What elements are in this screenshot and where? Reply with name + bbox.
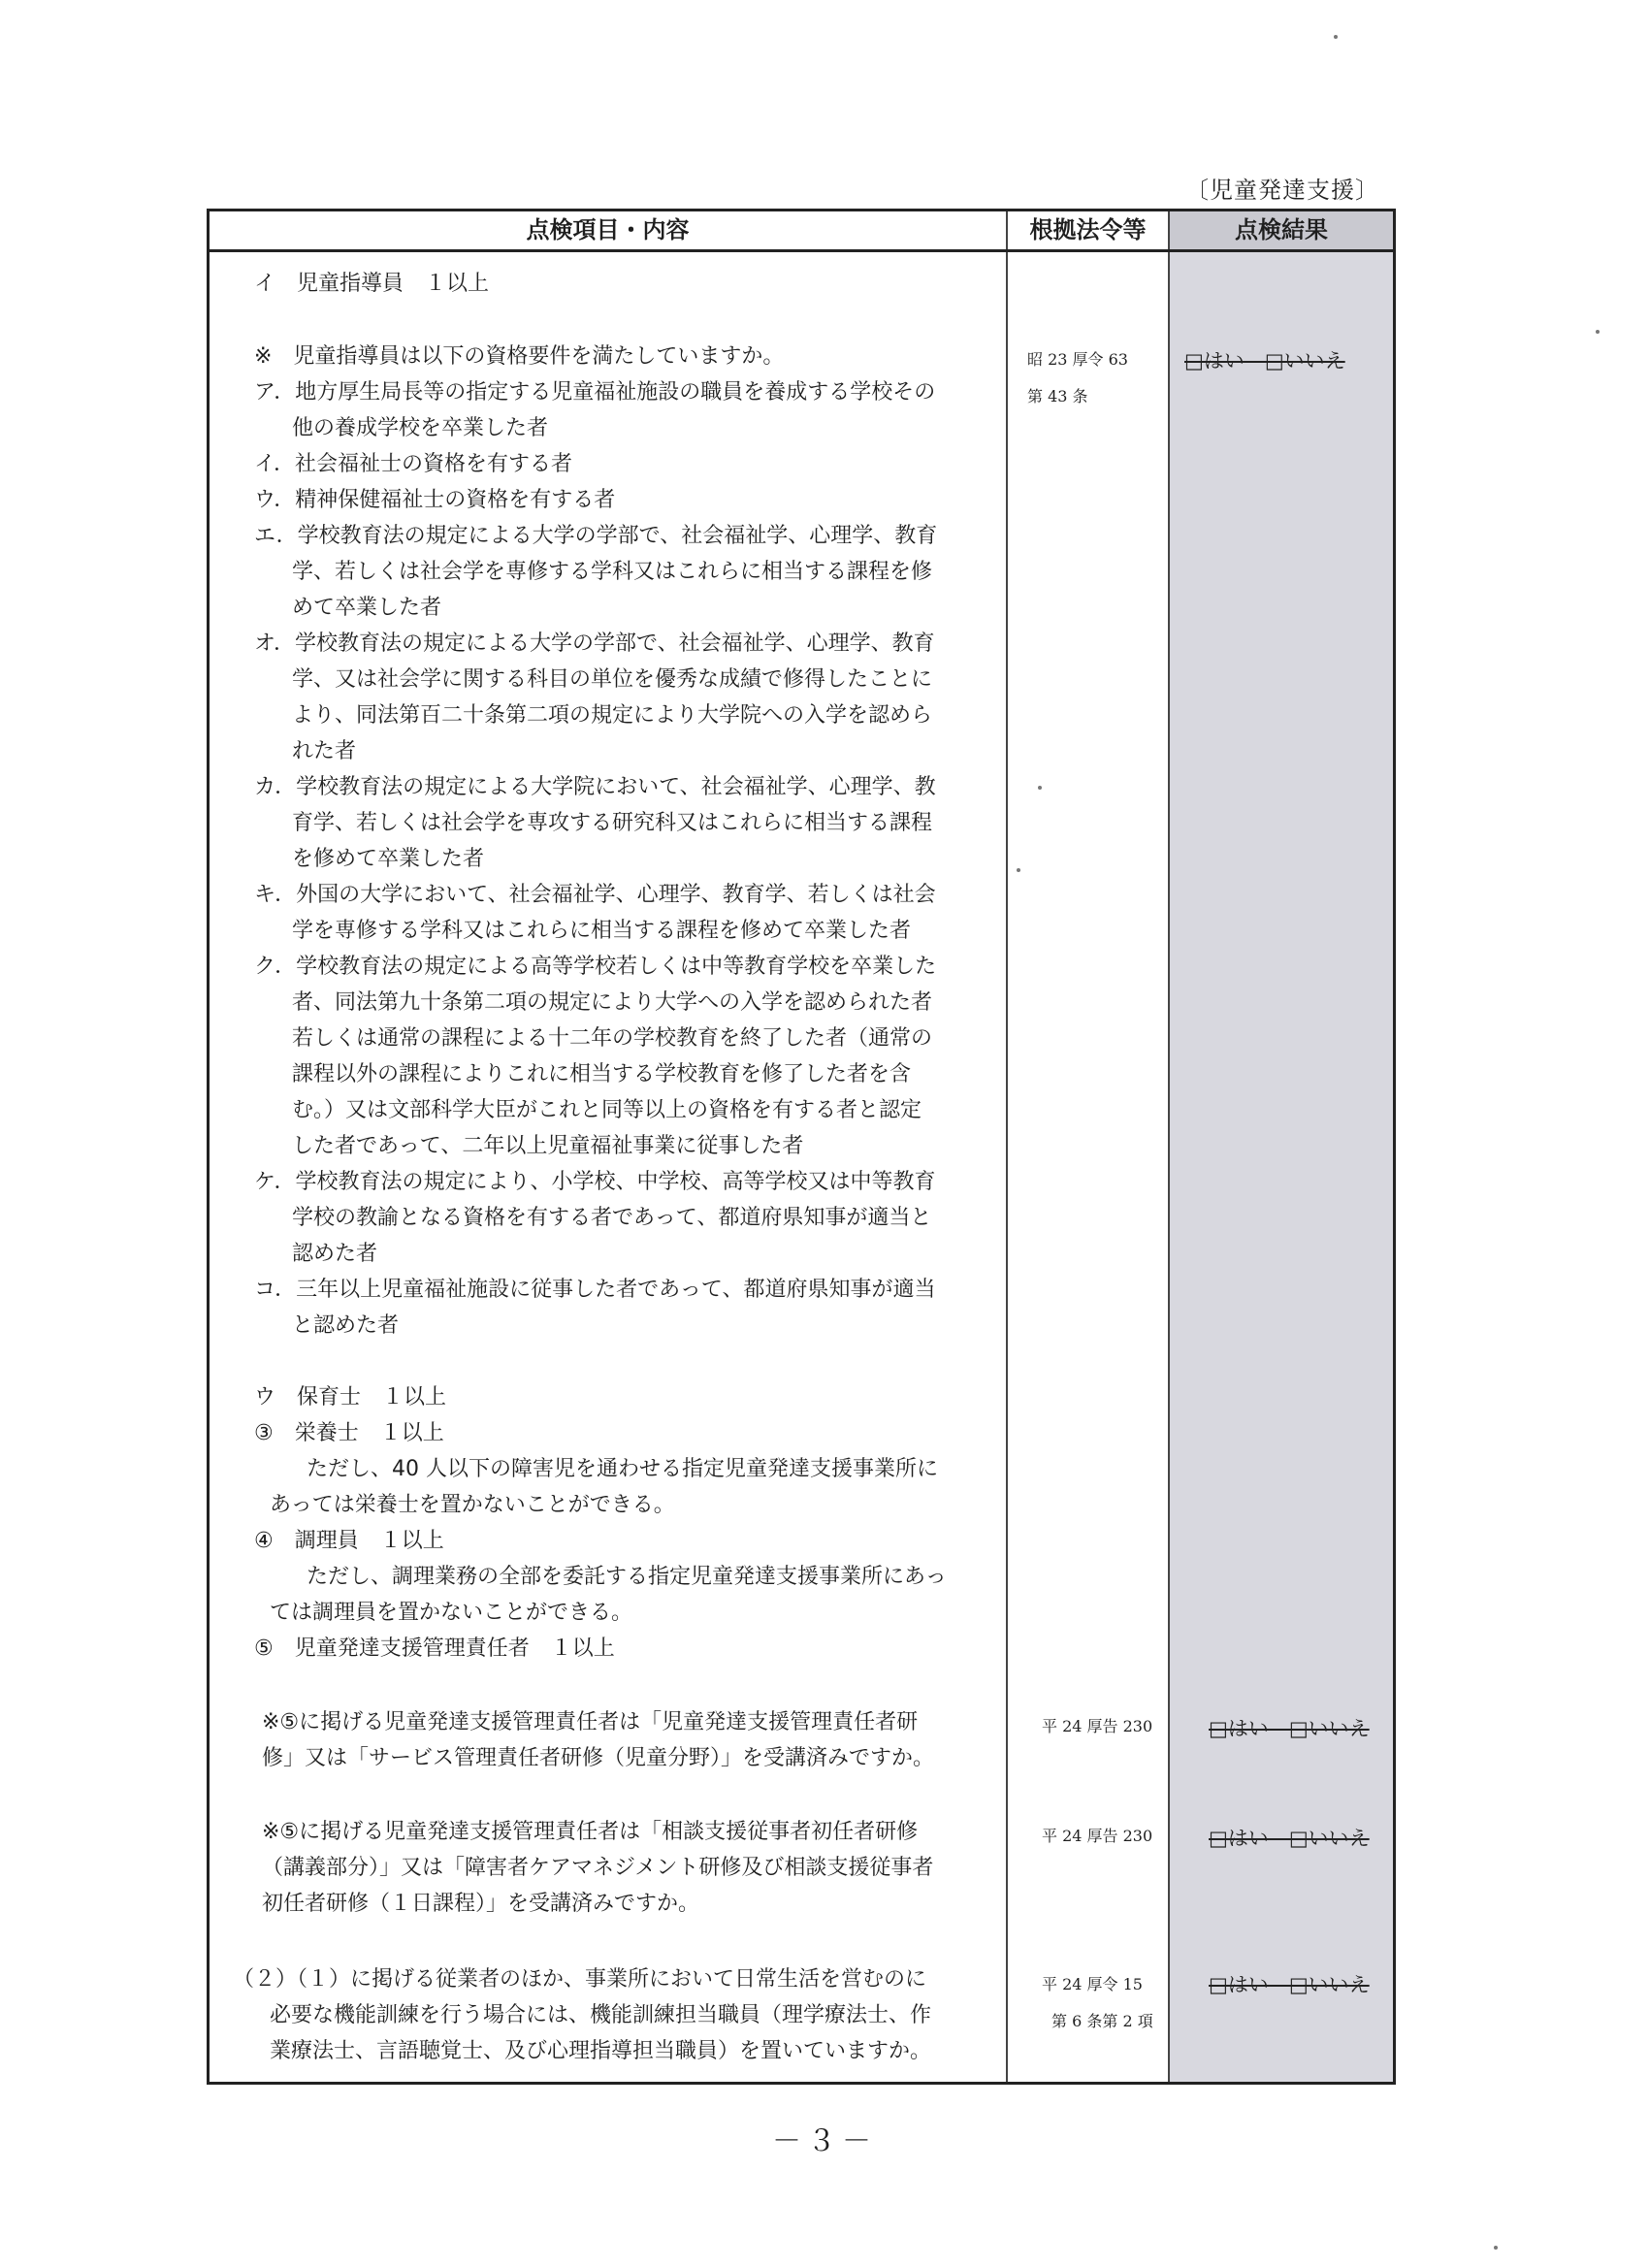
item-line: ※⑤に掲げる児童発達支援管理責任者は「相談支援従事者初任者研修 (262, 1820, 919, 1844)
result-checkboxes: □はい □いいえ (1209, 1827, 1370, 1850)
item-line: エ．学校教育法の規定による大学の学部で、社会福祉学、心理学、教育 (254, 524, 938, 548)
item-line: あっては栄養士を置かないことができる。 (270, 1493, 675, 1517)
item-line: れた者 (292, 739, 357, 763)
item-line: ただし、40 人以下の障害児を通わせる指定児童発達支援事業所に (307, 1457, 938, 1481)
item-line: 修」又は「サービス管理責任者研修（児童分野）」を受講済みですか。 (262, 1746, 935, 1770)
item-line: オ．学校教育法の規定による大学の学部で、社会福祉学、心理学、教育 (254, 632, 935, 656)
item-line: ては調理員を置かないことができる。 (270, 1601, 633, 1625)
item-line: ※⑤に掲げる児童発達支援管理責任者は「児童発達支援管理責任者研 (262, 1710, 919, 1734)
item-line: 初任者研修（１日課程）」を受講済みですか。 (262, 1892, 700, 1916)
item-line: 学を専修する学科又はこれらに相当する課程を修めて卒業した者 (292, 919, 912, 943)
item-line: と認めた者 (292, 1313, 400, 1338)
item-line: ただし、調理業務の全部を委託する指定児童発達支援事業所にあっ (307, 1565, 947, 1589)
law-reference: 第 43 条 (1027, 387, 1088, 405)
header-law: 根拠法令等 (1029, 216, 1147, 243)
header-result: 点検結果 (1170, 211, 1393, 249)
item-line: 認めた者 (292, 1242, 378, 1266)
item-line: 若しくは通常の課程による十二年の学校教育を終了した者（通常の (292, 1026, 933, 1051)
item-line: カ．学校教育法の規定による大学院において、社会福祉学、心理学、教 (254, 775, 936, 799)
result-checkboxes: □はい □いいえ (1184, 349, 1345, 373)
table-header (210, 211, 1393, 252)
item-line: ク．学校教育法の規定による高等学校若しくは中等教育学校を卒業した (254, 955, 937, 979)
item-line: した者であって、二年以上児童福祉事業に従事した者 (292, 1134, 804, 1158)
item-line: 他の養成学校を卒業した者 (292, 416, 549, 440)
section-tag: 〔児童発達支援〕 (1185, 177, 1379, 204)
item-line: む。）又は文部科学大臣がこれと同等以上の資格を有する者と認定 (292, 1098, 922, 1122)
item-line: イ 児童指導員 １以上 (254, 272, 490, 296)
header-item: 点検項目・内容 (526, 216, 690, 243)
item-line: めて卒業した者 (292, 596, 442, 620)
item-line: 学、若しくは社会学を専修する学科又はこれらに相当する課程を修 (292, 560, 933, 584)
item-line: 育学、若しくは社会学を専攻する研究科又はこれらに相当する課程 (292, 811, 933, 835)
law-reference: 昭 23 厚令 63 (1027, 350, 1128, 369)
scan-speck (1596, 330, 1600, 334)
item-line: キ．外国の大学において、社会福祉学、心理学、教育学、若しくは社会 (254, 883, 936, 907)
item-line: 課程以外の課程によりこれに相当する学校教育を修了した者を含 (292, 1062, 912, 1086)
item-line: 必要な機能訓練を行う場合には、機能訓練担当職員（理学療法士、作 (270, 2003, 932, 2027)
scan-speck (1334, 35, 1338, 39)
item-line: ア．地方厚生局長等の指定する児童福祉施設の職員を養成する学校その (254, 380, 936, 405)
item-line: 学校の教諭となる資格を有する者であって、都道府県知事が適当と (292, 1206, 932, 1230)
scan-speck (1038, 786, 1042, 790)
item-line: （２）（１）に掲げる従業者のほか、事業所において日常生活を営むのに (233, 1967, 927, 1992)
item-line: 者、同法第九十条第二項の規定により大学への入学を認められた者 (292, 990, 933, 1015)
item-line: イ．社会福祉士の資格を有する者 (254, 452, 573, 476)
result-checkboxes: □はい □いいえ (1209, 1717, 1370, 1740)
scan-speck (1017, 868, 1020, 872)
inspection-table (207, 209, 1396, 2085)
item-line: ウ．精神保健福祉士の資格を有する者 (254, 488, 616, 512)
law-reference: 平 24 厚令 15 (1042, 1975, 1143, 1993)
column-divider (1168, 211, 1170, 2082)
law-reference: 平 24 厚告 230 (1042, 1717, 1153, 1735)
result-column-shade (1170, 211, 1393, 2082)
page-number: －３－ (772, 2124, 877, 2158)
law-reference: 平 24 厚告 230 (1042, 1827, 1153, 1845)
law-reference: 第 6 条第 2 項 (1051, 2012, 1153, 2030)
item-line: ウ 保育士 １以上 (254, 1385, 447, 1409)
item-line: を修めて卒業した者 (292, 847, 485, 871)
item-line: ④ 調理員 １以上 (254, 1529, 444, 1553)
column-divider (1006, 211, 1008, 2082)
result-checkboxes: □はい □いいえ (1209, 1973, 1370, 1996)
item-line: コ．三年以上児童福祉施設に従事した者であって、都道府県知事が適当 (254, 1278, 936, 1302)
item-line: 業療法士、言語聴覚士、及び心理指導担当職員）を置いていますか。 (270, 2039, 932, 2063)
item-line: ※ 児童指導員は以下の資格要件を満たしていますか。 (254, 344, 785, 369)
item-line: ③ 栄養士 １以上 (254, 1421, 444, 1445)
item-line: 学、又は社会学に関する科目の単位を優秀な成績で修得したことに (292, 667, 933, 692)
item-line: より、同法第百二十条第二項の規定により大学院への入学を認めら (292, 703, 933, 728)
scan-speck (1494, 2246, 1498, 2250)
item-line: ⑤ 児童発達支援管理責任者 １以上 (254, 1636, 615, 1661)
item-line: （講義部分）」又は「障害者ケアマネジメント研修及び相談支援従事者 (262, 1856, 934, 1880)
item-line: ケ．学校教育法の規定により、小学校、中学校、高等学校又は中等教育 (254, 1170, 936, 1194)
